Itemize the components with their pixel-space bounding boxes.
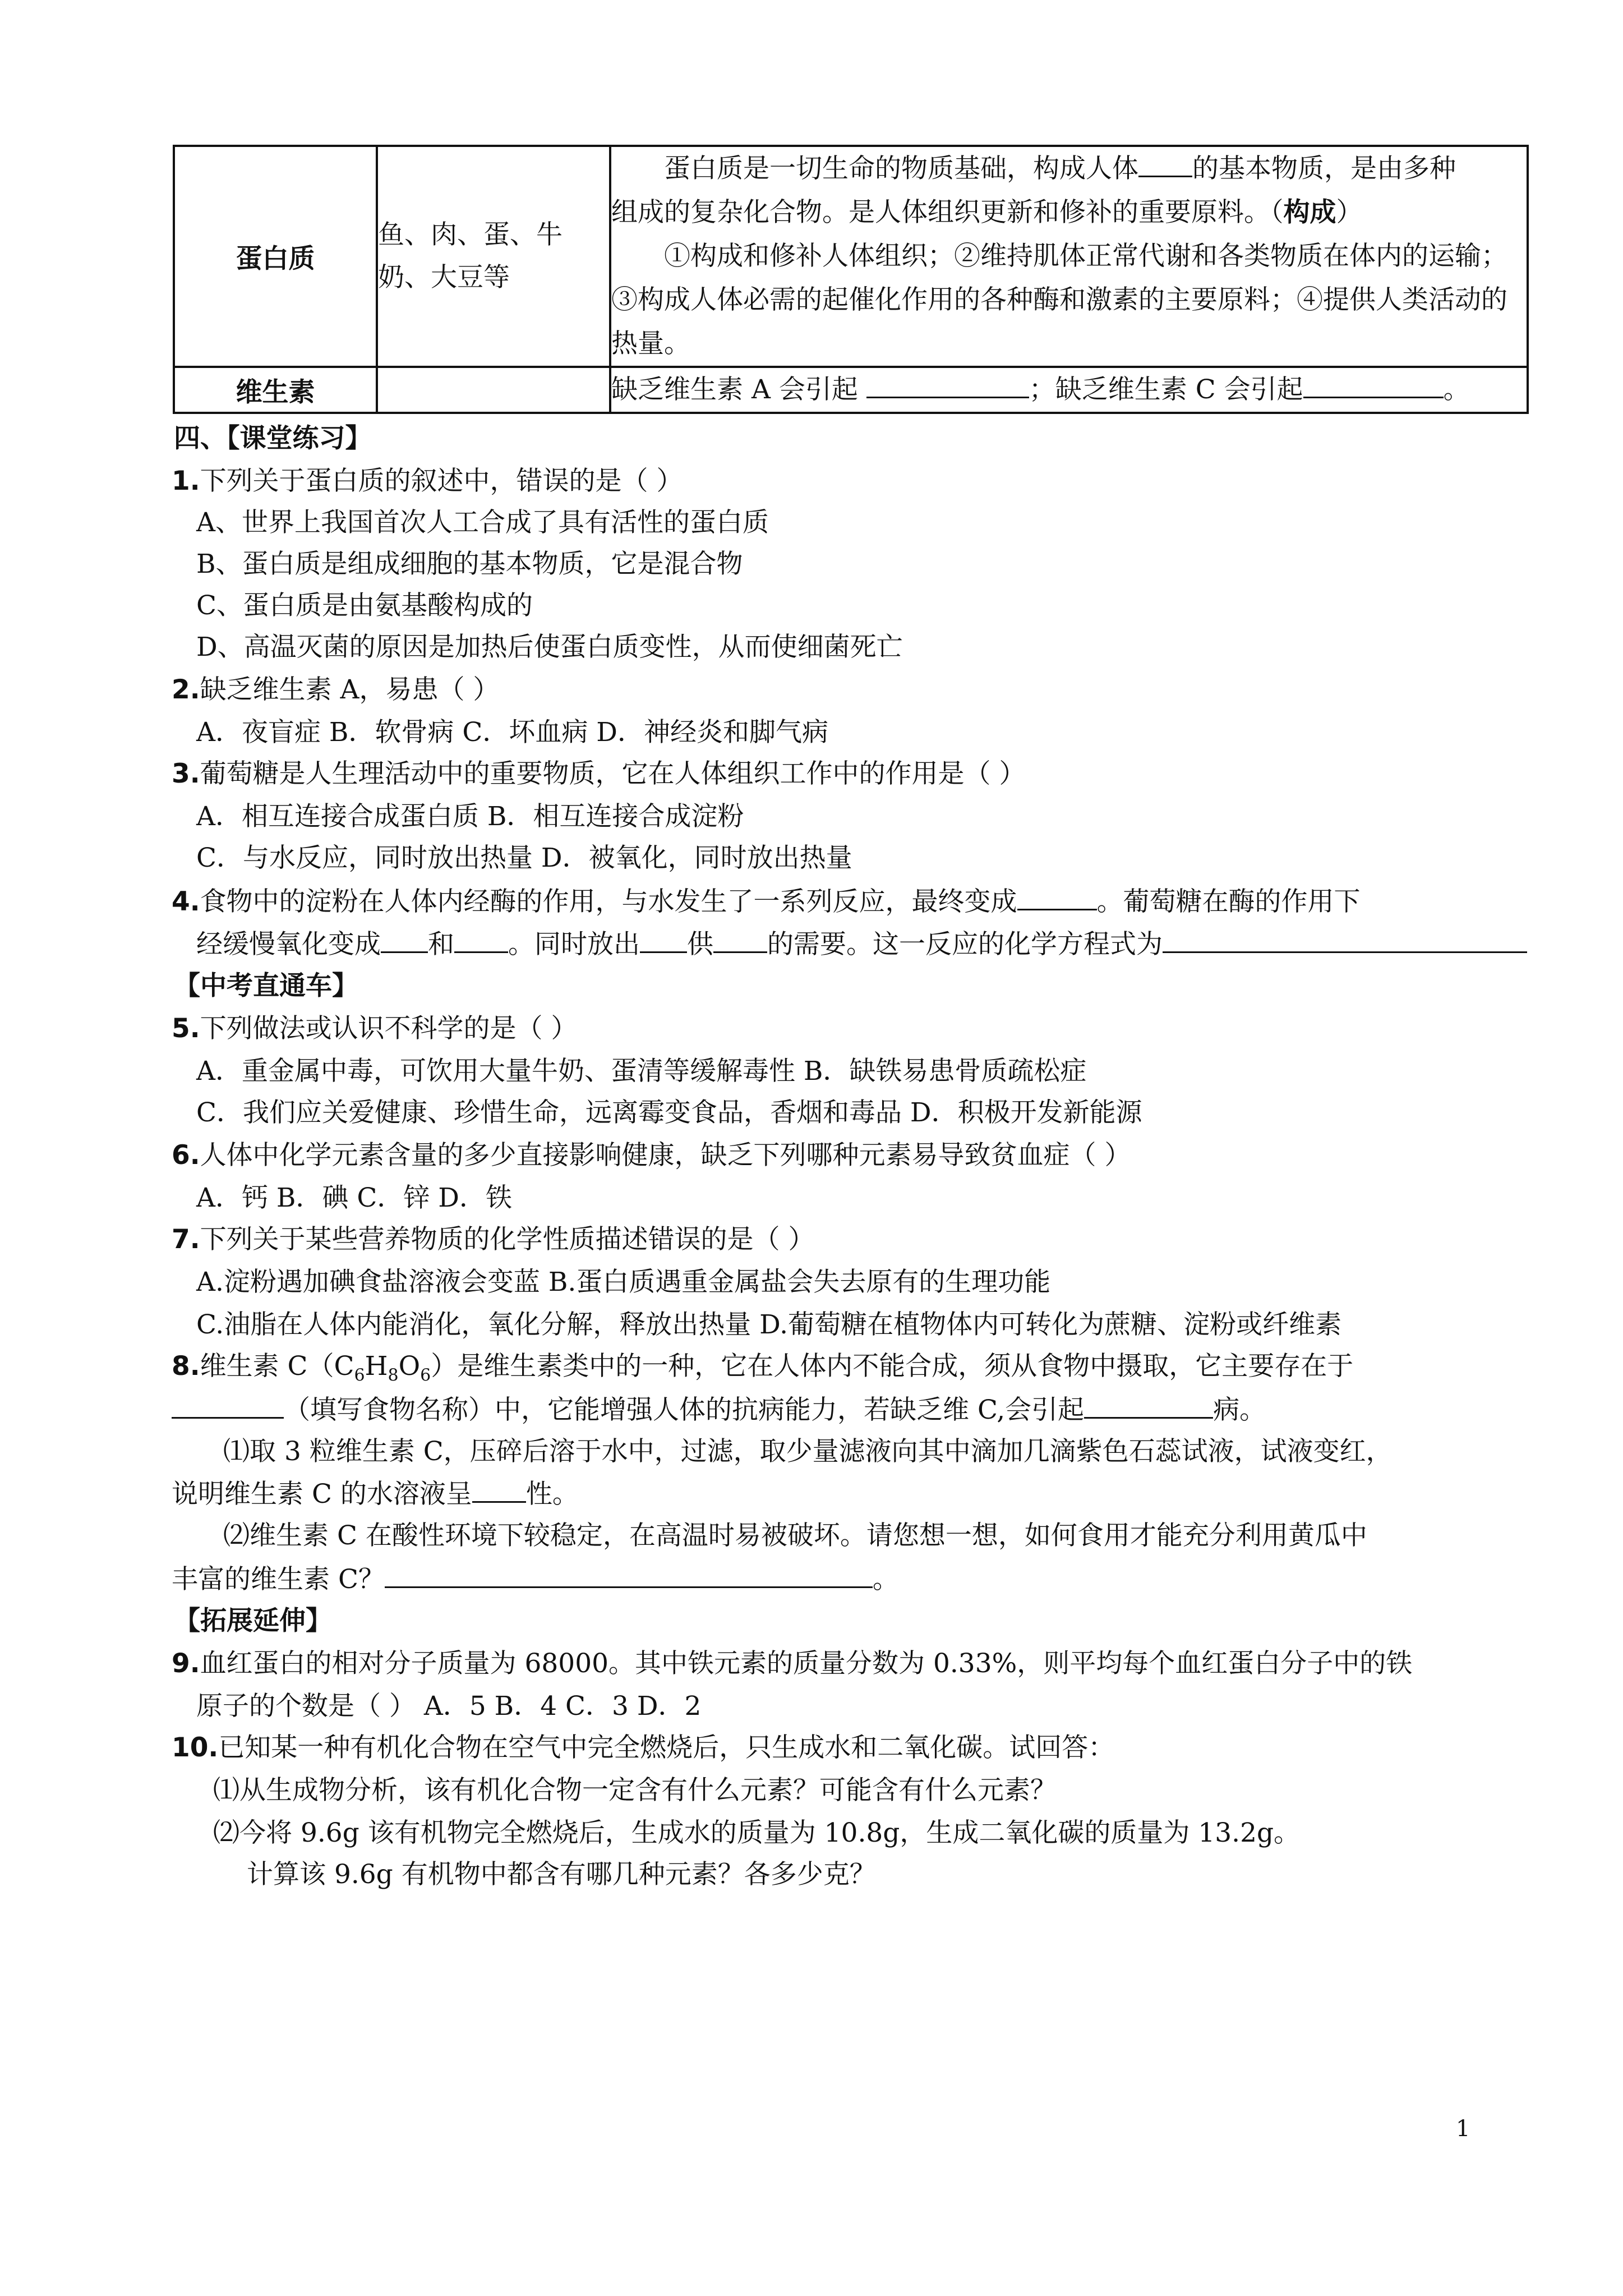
question-8-line1: 8.维生素 $C(C_6H_8O_6)$是维生素类中的一种，它在人体内不能合成，须从食物中摄取，它主要存在于 bbox=[172, 1351, 1354, 1386]
vitamin-desc-cell: 缺乏维生素 A 会引起 ；缺乏维生素 C 会引起 。 bbox=[610, 367, 1528, 413]
section-heading-extend: 【拓展延伸】 bbox=[174, 1605, 332, 1636]
nutrition-table bbox=[173, 145, 1529, 414]
blank-line bbox=[172, 1392, 284, 1419]
q10-subquestion-2: ⑵今将 9.6g 该有机物完全燃烧后，生成水的质量为 10.8g，生成二氧化碳的质量为 13.2g。 bbox=[213, 1818, 1301, 1848]
blank-line bbox=[1163, 927, 1527, 953]
q8-subquestion-2-line1: ⑵维生素 C 在酸性环境下较稳定，在高温时易被破坏。请您想一想，如何食用才能充分利用黄瓜中 bbox=[223, 1520, 1367, 1551]
q10-subquestion-3: 计算该 9.6g 有机物中都含有哪几种元素？各多少克？ bbox=[247, 1859, 876, 1890]
q10-subquestion-1: ⑴从生成物分析，该有机化合物一定含有什么元素？可能含有什么元素？ bbox=[213, 1775, 1057, 1806]
question-6: 6.人体中化学元素含量的多少直接影响健康，缺乏下列哪种元素易导致贫血症（ ） bbox=[172, 1140, 1131, 1171]
protein-functions: ①构成和修补人体组织；②维持肌体正常代谢和各类物质在体内的运输；③构成人体必需的起催化作用的各种酶和激素的主要原料；④提供人类活动的热量。 bbox=[611, 241, 1507, 359]
q2-options: A．夜盲症 B．软骨病 C．坏血病 D．神经炎和脚气病 bbox=[196, 717, 828, 748]
question-10: 10.已知某一种有机化合物在空气中完全燃烧后，只生成水和二氧化碳。试回答： bbox=[172, 1732, 1115, 1763]
q1-option-d: D、高温灭菌的原因是加热后使蛋白质变性，从而使细菌死亡 bbox=[196, 632, 903, 662]
protein-desc-line2: 组成的复杂化合物。是人体组织更新和修补的重要原料。（构成） bbox=[611, 197, 1363, 228]
q5-options-ab: A．重金属中毒，可饮用大量牛奶、蛋清等缓解毒性 B．缺铁易患骨质疏松症 bbox=[196, 1056, 1087, 1087]
q1-option-c: C、蛋白质是由氨基酸构成的 bbox=[196, 590, 533, 621]
protein-desc-line1: 蛋白质是一切生命的物质基础，构成人体 的基本物质，是由多种 bbox=[611, 147, 1527, 191]
question-5: 5.下列做法或认识不科学的是（ ） bbox=[172, 1013, 578, 1044]
blank-line bbox=[1138, 150, 1192, 177]
question-8-line2: （填写食物名称）中，它能增强人体的抗病能力，若缺乏维 C,会引起 病。 bbox=[172, 1392, 1266, 1427]
q1-option-b: B、蛋白质是组成细胞的基本物质，它是混合物 bbox=[196, 549, 743, 579]
q7-options-ab: A.淀粉遇加碘食盐溶液会变蓝 B.蛋白质遇重金属盐会失去原有的生理功能 bbox=[196, 1267, 1051, 1297]
blank-line bbox=[1017, 884, 1097, 910]
blank-line bbox=[472, 1476, 526, 1503]
q8-subquestion-1-line2: 说明维生素 C 的水溶液呈 性。 bbox=[172, 1476, 579, 1511]
blank-line bbox=[866, 371, 1029, 398]
question-9-line2: 原子的个数是（ ） A．5 B．4 C．3 D．2 bbox=[196, 1691, 702, 1722]
blank-line bbox=[713, 927, 767, 953]
page-number: 1 bbox=[1456, 2116, 1470, 2142]
question-4-line2: 经缓慢氧化变成 和 。同时放出 供 的需要。这一反应的化学方程式为 bbox=[196, 927, 1527, 961]
question-3: 3.葡萄糖是人生理活动中的重要物质，它在人体组织工作中的作用是（ ） bbox=[172, 758, 1026, 789]
q3-options-ab: A．相互连接合成蛋白质 B．相互连接合成淀粉 bbox=[196, 801, 744, 832]
q8-subquestion-2-line2: 丰富的维生素 C？ 。 bbox=[172, 1562, 899, 1596]
blank-line bbox=[1084, 1392, 1213, 1419]
blank-line bbox=[381, 927, 428, 953]
table-row-protein bbox=[174, 146, 1528, 367]
table-row-vitamin bbox=[174, 367, 1528, 413]
question-2: 2.缺乏维生素 A，易患（ ） bbox=[172, 674, 500, 705]
protein-name-cell: 蛋白质 bbox=[174, 146, 377, 367]
question-1: 1.下列关于蛋白质的叙述中，错误的是（ ） bbox=[172, 466, 683, 496]
section-heading-exam: 【中考直通车】 bbox=[174, 970, 358, 1001]
section-heading-practice: 四、【课堂练习】 bbox=[174, 423, 372, 454]
blank-line bbox=[454, 927, 508, 953]
q5-options-cd: C．我们应关爱健康、珍惜生命，远离霉变食品，香烟和毒品 D．积极开发新能源 bbox=[196, 1097, 1142, 1128]
vitamin-name-cell: 维生素 bbox=[174, 367, 377, 413]
question-9-line1: 9.血红蛋白的相对分子质量为 68000。其中铁元素的质量分数为 0.33%，则平均每个血红蛋白分子中的铁 bbox=[172, 1648, 1413, 1679]
q3-options-cd: C．与水反应，同时放出热量 D．被氧化，同时放出热量 bbox=[196, 843, 852, 873]
q6-options: A．钙 B．碘 C．锌 D．铁 bbox=[196, 1182, 512, 1213]
q1-option-a: A、世界上我国首次人工合成了具有活性的蛋白质 bbox=[196, 507, 769, 538]
blank-line bbox=[385, 1562, 873, 1588]
protein-foods-cell: 鱼、肉、蛋、牛奶、大豆等 bbox=[377, 146, 610, 367]
blank-line bbox=[1303, 371, 1444, 398]
protein-desc-cell bbox=[610, 146, 1528, 367]
question-7: 7.下列关于某些营养物质的化学性质描述错误的是（ ） bbox=[172, 1224, 815, 1255]
blank-line bbox=[640, 927, 687, 953]
q8-subquestion-1-line1: ⑴取 3 粒维生素 C，压碎后溶于水中，过滤，取少量滤液向其中滴加几滴紫色石蕊试液，试液变红， bbox=[223, 1436, 1393, 1467]
question-4-line1: 4.食物中的淀粉在人体内经酶的作用，与水发生了一系列反应，最终变成 。葡萄糖在酶的作用下 bbox=[172, 884, 1361, 919]
vitamin-foods-cell bbox=[377, 367, 610, 413]
q7-options-cd: C.油脂在人体内能消化，氧化分解，释放出热量 D.葡萄糖在植物体内可转化为蔗糖、淀粉或纤维素 bbox=[196, 1309, 1342, 1340]
